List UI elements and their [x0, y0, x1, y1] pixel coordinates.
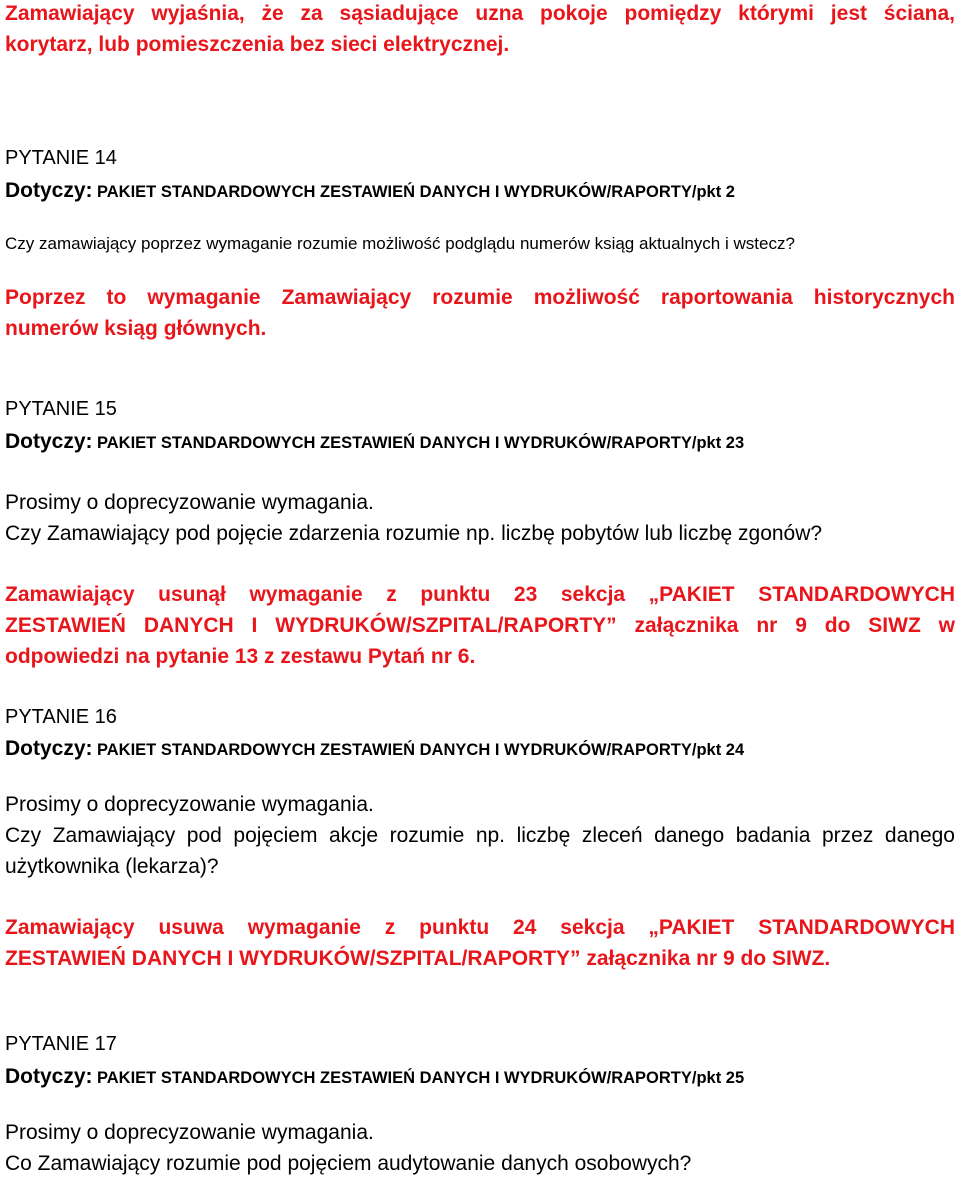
q14-question: Czy zamawiający poprzez wymaganie rozumie możliwość podglądu numerów ksiąg aktualnych i wstecz?: [5, 234, 795, 253]
intro-answer-line-2: korytarz, lub pomieszczenia bez sieci elektrycznej.: [5, 33, 510, 56]
q16-answer-line-1: Zamawiający usuwa wymaganie z punktu 24 sekcja „PAKIET STANDARDOWYCH: [5, 916, 955, 939]
q15-dotyczy: [5, 426, 744, 459]
q15-dotyczy-text: PAKIET STANDARDOWYCH ZESTAWIEŃ DANYCH I WYDRUKÓW/RAPORTY/pkt 23: [96, 434, 745, 452]
q15-answer-line-2: ZESTAWIEŃ DANYCH I WYDRUKÓW/SZPITAL/RAPORTY” załącznika nr 9 do SIWZ w: [5, 614, 955, 637]
q14-heading: PYTANIE 14: [5, 147, 117, 169]
q14-dotyczy: [5, 175, 735, 208]
q17-dotyczy-label: Dotyczy:: [5, 1065, 93, 1088]
q16-question-line-3: użytkownika (lekarza)?: [5, 855, 219, 878]
q17-dotyczy: [5, 1061, 744, 1094]
q15-heading: PYTANIE 15: [5, 398, 117, 420]
q16-answer-line-2: ZESTAWIEŃ DANYCH I WYDRUKÓW/SZPITAL/RAPORTY” załącznika nr 9 do SIWZ.: [5, 947, 831, 970]
q15-dotyczy-label: Dotyczy:: [5, 430, 93, 453]
q17-question-line-1: Prosimy o doprecyzowanie wymagania.: [5, 1121, 374, 1144]
q15-answer-line-3: odpowiedzi na pytanie 13 z zestawu Pytań nr 6.: [5, 645, 476, 668]
q16-question-line-2: Czy Zamawiający pod pojęciem akcje rozumie np. liczbę zleceń danego badania przez danego: [5, 824, 955, 847]
q16-dotyczy-text: PAKIET STANDARDOWYCH ZESTAWIEŃ DANYCH I WYDRUKÓW/RAPORTY/pkt 24: [96, 741, 745, 759]
q14-answer-line-1: Poprzez to wymaganie Zamawiający rozumie możliwość raportowania historycznych: [5, 286, 955, 309]
q14-dotyczy-text: PAKIET STANDARDOWYCH ZESTAWIEŃ DANYCH I WYDRUKÓW/RAPORTY/pkt 2: [96, 183, 735, 201]
q17-dotyczy-text: PAKIET STANDARDOWYCH ZESTAWIEŃ DANYCH I WYDRUKÓW/RAPORTY/pkt 25: [96, 1069, 745, 1087]
q16-question-line-1: Prosimy o doprecyzowanie wymagania.: [5, 793, 374, 816]
q17-heading: PYTANIE 17: [5, 1033, 117, 1055]
intro-answer-line-1: Zamawiający wyjaśnia, że za sąsiadujące uzna pokoje pomiędzy którymi jest ściana,: [5, 2, 955, 25]
q14-dotyczy-label: Dotyczy:: [5, 179, 93, 202]
q16-heading: PYTANIE 16: [5, 706, 117, 728]
q15-question-line-2: Czy Zamawiający pod pojęcie zdarzenia rozumie np. liczbę pobytów lub liczbę zgonów?: [5, 522, 823, 545]
q14-answer-line-2: numerów ksiąg głównych.: [5, 317, 267, 340]
q15-answer-line-1: Zamawiający usunął wymaganie z punktu 23 sekcja „PAKIET STANDARDOWYCH: [5, 583, 955, 606]
q15-question-line-1: Prosimy o doprecyzowanie wymagania.: [5, 491, 374, 514]
q16-dotyczy: [5, 733, 744, 766]
q17-question-line-2: Co Zamawiający rozumie pod pojęciem audytowanie danych osobowych?: [5, 1152, 692, 1175]
q16-dotyczy-label: Dotyczy:: [5, 737, 93, 760]
